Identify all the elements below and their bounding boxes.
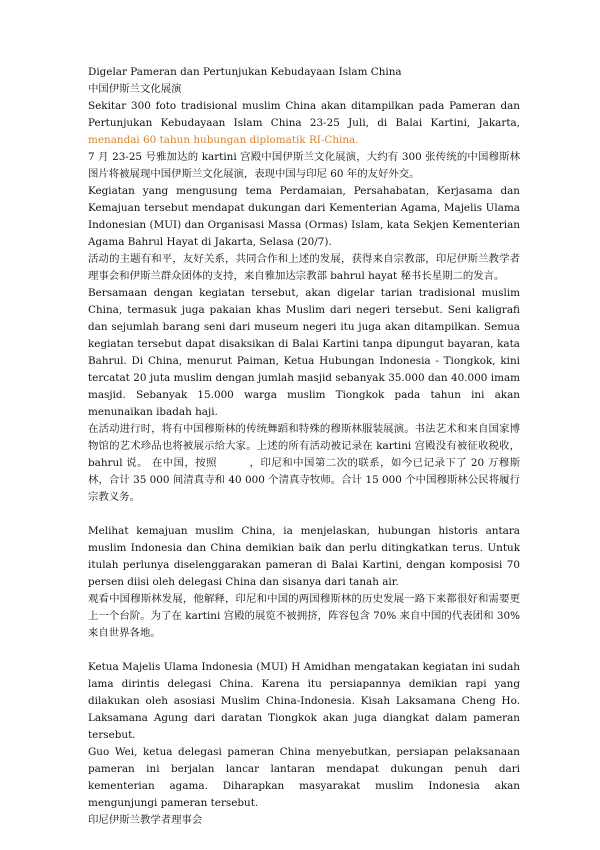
- paragraph-1-cn: 7 月 23-25 号雅加达的 kartini 宫殿中国伊斯兰文化展演，大约有 300 张传统的中国穆斯林图片将被展现中国伊斯兰文化展演，表现中国与印尼 60 年的友好外交。: [88, 151, 520, 180]
- paragraph-5: Ketua Majelis Ulama Indonesia (MUI) H Amidhan mengatakan kegiatan ini sudah lama dirintis delegasi China. Karena itu persiapannya demikian rapi yang dilakukan oleh asosiasi Muslim China-Indonesia. Kisah Laksamana Cheng Ho. Laksamana Agung dari daratan Tiongkok akan juga diangkat dalam pameran tersebut.: [88, 661, 520, 741]
- spacer: [88, 506, 520, 523]
- paragraph-4: Melihat kemajuan muslim China, ia menjelaskan, hubungan historis antara muslim Indonesia dan China demikian baik dan perlu ditingkatkan terus. Untuk itulah perlunya diselenggarakan pameran di Balai Kartini, dengan komposisi 70 persen diisi oleh delegasi China dan sisanya dari tanah air.: [88, 525, 520, 588]
- paragraph-3: Bersamaan dengan kegiatan tersebut, akan digelar tarian tradisional muslim China, termasuk juga pakaian khas Muslim dari negeri tersebut. Seni kaligrafi dan sejumlah barang seni dari museum negeri itu juga akan ditampilkan. Semua kegiatan tersebut dapat disaksikan di Balai Kartini tanpa dipungut bayaran, kata Bahrul. Di China, menurut Paiman, Ketua Hubungan Indonesia - Tiongkok, kini tercatat 20 juta muslim dengan jumlah masjid sebanyak 35.000 dan 40.000 imam masjid. Sebanyak 15.000 warga muslim Tiongkok pada tahun ini akan menunaikan ibadah haji.: [88, 287, 520, 418]
- paragraph-6: Guo Wei, ketua delegasi pameran China menyebutkan, persiapan pelaksanaan pameran ini berjalan lancar lantaran mendapat dukungan penuh dari kementerian agama. Diharapkan masyarakat muslim Indonesia akan mengunjungi pameran tersebut.: [88, 746, 520, 809]
- paragraph-4-cn: 观看中国穆斯林发展，他解释，印尼和中国的两国穆斯林的历史发展一路下来都很好和需要更上一个台阶。为了在 kartini 宫殿的展览不被拥挤，阵容包含 70% 来自中国的代表团和 30%来自世界各地。: [88, 593, 520, 639]
- paragraph-1-text: Sekitar 300 foto tradisional muslim China akan ditampilkan pada Pameran dan Pertunjukan Kebudayaan Islam China 23-25 Juli, di Balai Kartini, Jakarta,: [88, 100, 520, 129]
- article-subtitle-cn: 中国伊斯兰文化展演: [88, 83, 182, 95]
- document-body: [88, 64, 520, 829]
- paragraph-1-highlight: menandai 60 tahun hubungan diplomatik RI-China.: [88, 134, 359, 146]
- footer-cn: 印尼伊斯兰教学者理事会: [88, 814, 203, 826]
- article-title: Digelar Pameran dan Pertunjukan Kebudayaan Islam China: [88, 66, 402, 78]
- paragraph-2-cn: 活动的主题有和平，友好关系，共同合作和上述的发展，获得来自宗教部，印尼伊斯兰教学者理事会和伊斯兰群众团体的支持，来自雅加达宗教部 bahrul hayat 秘书长星期二的发言。: [88, 253, 520, 282]
- paragraph-2: Kegiatan yang mengusung tema Perdamaian, Persahabatan, Kerjasama dan Kemajuan tersebut mendapat dukungan dari Kementerian Agama, Majelis Ulama Indonesian (MUI) dan Organisasi Massa (Ormas) Islam, kata Sekjen Kementerian Agama Bahrul Hayat di Jakarta, Selasa (20/7).: [88, 185, 520, 248]
- spacer: [88, 642, 520, 659]
- paragraph-1: [88, 98, 520, 149]
- paragraph-3-cn: 在活动进行时，将有中国穆斯林的传统舞蹈和特殊的穆斯林服装展演。书法艺术和来自国家博物馆的艺术珍品也将被展示给大家。上述的所有活动被记录在 kartini 宫殿没有被征收税收，bahrul 说。 在中国，按照 ，印尼和中国第二次的联系，如今已记录下了 20 万穆斯林，合计 35 000 间清真寺和 40 000 个清真寺牧师。合计 15 000 个中国穆斯林公民将履行宗教义务。: [88, 423, 520, 503]
